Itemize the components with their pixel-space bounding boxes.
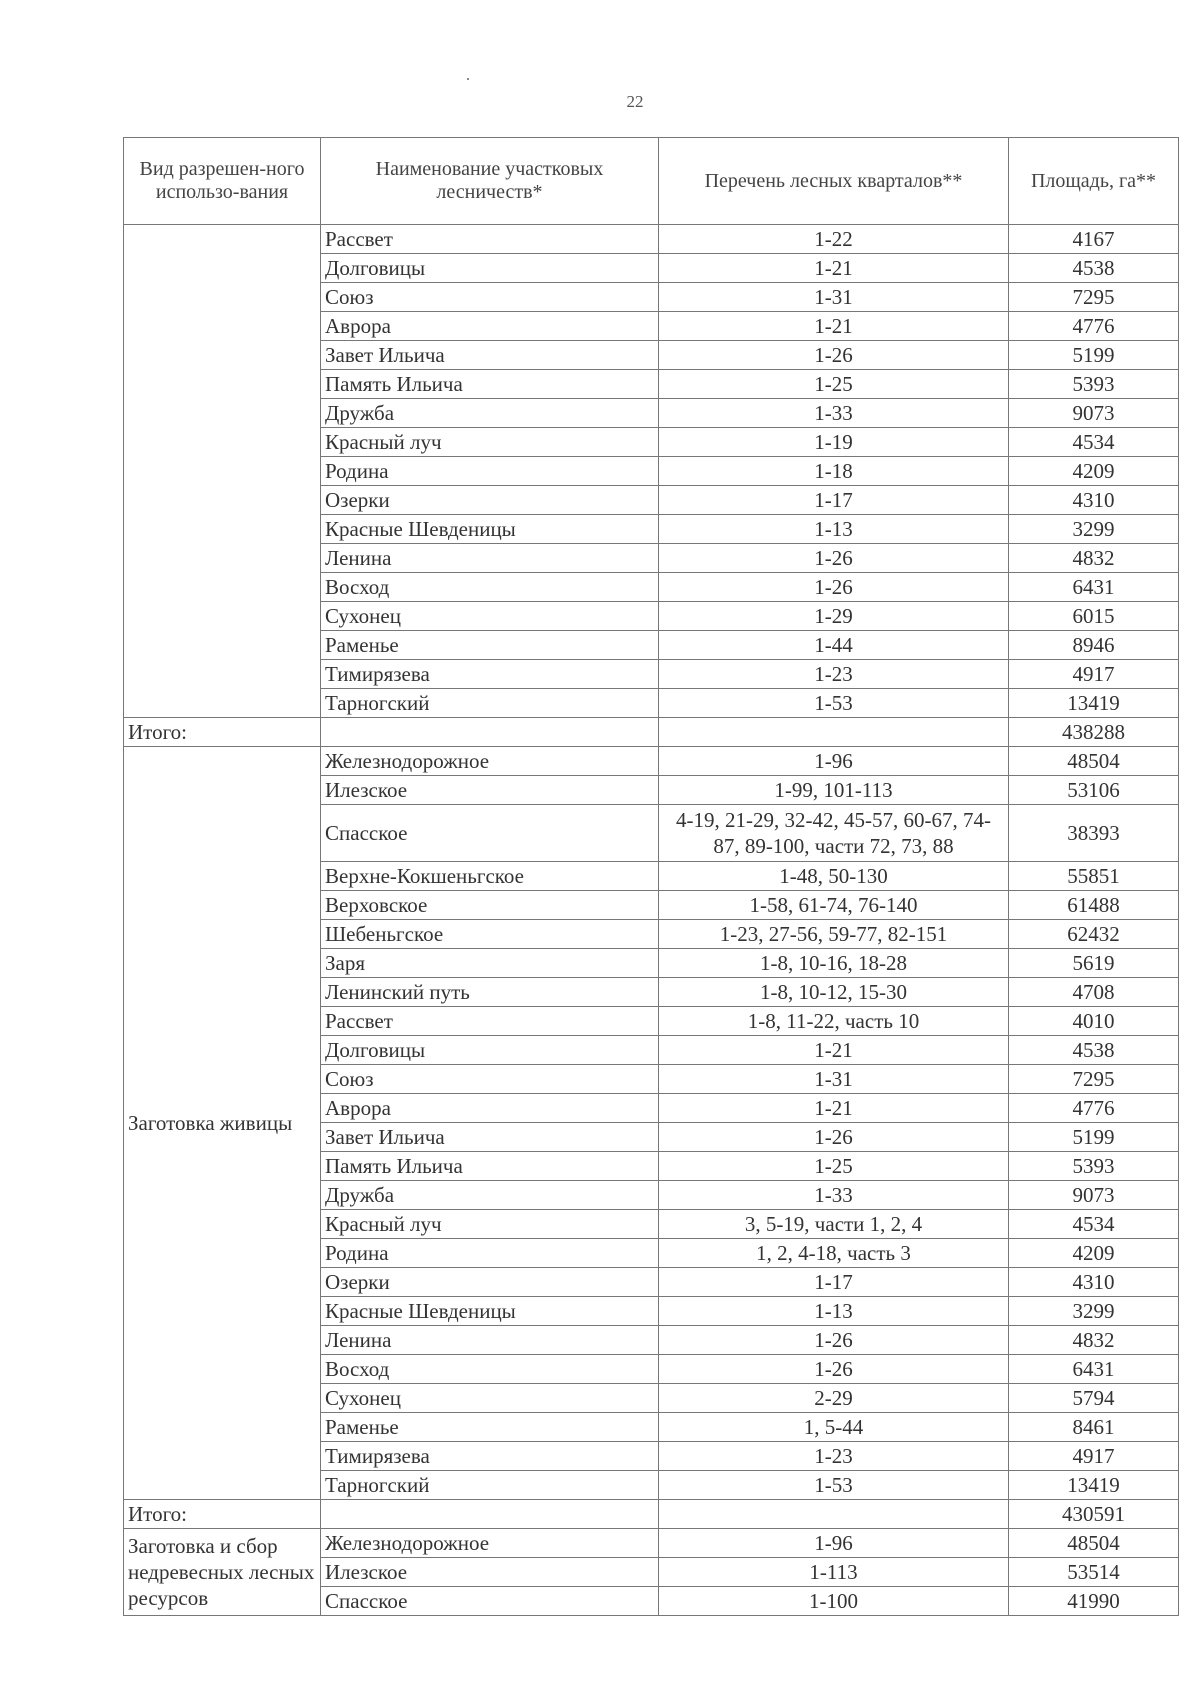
- area-cell: 4538: [1009, 254, 1179, 283]
- col-header-area: Площадь, га**: [1009, 138, 1179, 225]
- quarters-cell: 1-26: [659, 544, 1009, 573]
- area-cell: 41990: [1009, 1587, 1179, 1616]
- forestry-name-cell: Ленина: [321, 544, 659, 573]
- quarters-cell: 1-26: [659, 1326, 1009, 1355]
- area-cell: 8461: [1009, 1413, 1179, 1442]
- area-cell: 6431: [1009, 573, 1179, 602]
- area-cell: 3299: [1009, 1297, 1179, 1326]
- table-row: [124, 225, 1179, 254]
- area-cell: 3299: [1009, 515, 1179, 544]
- quarters-cell: 1-113: [659, 1558, 1009, 1587]
- area-cell: 53106: [1009, 776, 1179, 805]
- use-type-cell: Заготовка и сбор недревесных лесных ресурсов: [124, 1529, 321, 1616]
- page-number: 22: [626, 92, 644, 111]
- area-cell: 4832: [1009, 544, 1179, 573]
- quarters-cell: 1-26: [659, 1355, 1009, 1384]
- area-cell: 5393: [1009, 370, 1179, 399]
- forestry-name-cell: Восход: [321, 573, 659, 602]
- quarters-cell: 1-53: [659, 1471, 1009, 1500]
- forestry-name-cell: Память Ильича: [321, 1152, 659, 1181]
- quarters-cell: 1-21: [659, 1036, 1009, 1065]
- forestry-name-cell: Заря: [321, 949, 659, 978]
- area-cell: 5619: [1009, 949, 1179, 978]
- forest-use-table: [123, 137, 1179, 1616]
- area-cell: 9073: [1009, 1181, 1179, 1210]
- forestry-name-cell: Спасское: [321, 805, 659, 862]
- area-cell: 4917: [1009, 660, 1179, 689]
- area-cell: 5794: [1009, 1384, 1179, 1413]
- quarters-cell: 1-26: [659, 341, 1009, 370]
- area-cell: 8946: [1009, 631, 1179, 660]
- area-cell: 7295: [1009, 1065, 1179, 1094]
- forestry-name-cell: Красные Шевденицы: [321, 515, 659, 544]
- area-cell: 55851: [1009, 862, 1179, 891]
- forestry-name-cell: Дружба: [321, 1181, 659, 1210]
- quarters-cell: 1-26: [659, 573, 1009, 602]
- area-cell: 4832: [1009, 1326, 1179, 1355]
- forestry-name-cell: Рассвет: [321, 1007, 659, 1036]
- quarters-cell: 1-13: [659, 1297, 1009, 1326]
- forestry-name-cell: Восход: [321, 1355, 659, 1384]
- col-header-quarters: Перечень лесных кварталов**: [659, 138, 1009, 225]
- forestry-name-cell: Ленинский путь: [321, 978, 659, 1007]
- area-cell: 4010: [1009, 1007, 1179, 1036]
- forestry-name-cell: Рассвет: [321, 225, 659, 254]
- forestry-name-cell: Сухонец: [321, 1384, 659, 1413]
- forestry-name-cell: Тарногский: [321, 689, 659, 718]
- forestry-name-cell: Родина: [321, 1239, 659, 1268]
- area-cell: 4209: [1009, 457, 1179, 486]
- use-type-cell: [124, 225, 321, 718]
- quarters-cell: 1-22: [659, 225, 1009, 254]
- area-cell: 62432: [1009, 920, 1179, 949]
- forestry-name-cell: Озерки: [321, 1268, 659, 1297]
- quarters-cell: 1-58, 61-74, 76-140: [659, 891, 1009, 920]
- area-cell: 4776: [1009, 1094, 1179, 1123]
- quarters-cell: 1-25: [659, 1152, 1009, 1181]
- area-cell: 4917: [1009, 1442, 1179, 1471]
- quarters-cell: 1, 2, 4-18, часть 3: [659, 1239, 1009, 1268]
- quarters-cell: 1-44: [659, 631, 1009, 660]
- quarters-cell: 1-21: [659, 312, 1009, 341]
- area-cell: 5393: [1009, 1152, 1179, 1181]
- forestry-name-cell: Долговицы: [321, 254, 659, 283]
- area-cell: 6015: [1009, 602, 1179, 631]
- area-cell: 4167: [1009, 225, 1179, 254]
- quarters-cell: 1-33: [659, 399, 1009, 428]
- forestry-name-cell: Родина: [321, 457, 659, 486]
- forestry-name-cell: Ленина: [321, 1326, 659, 1355]
- total-label-cell: Итого:: [124, 1500, 321, 1529]
- area-cell: 4209: [1009, 1239, 1179, 1268]
- area-cell: 4776: [1009, 312, 1179, 341]
- area-cell: 4534: [1009, 428, 1179, 457]
- forestry-name-cell: Дружба: [321, 399, 659, 428]
- quarters-cell: 1-19: [659, 428, 1009, 457]
- area-cell: 4310: [1009, 486, 1179, 515]
- forestry-name-cell: Красный луч: [321, 428, 659, 457]
- quarters-cell: 1-25: [659, 370, 1009, 399]
- forestry-name-cell: Железнодорожное: [321, 747, 659, 776]
- forestry-name-cell: Илезское: [321, 1558, 659, 1587]
- area-cell: 4310: [1009, 1268, 1179, 1297]
- table-row: [124, 1529, 1179, 1558]
- forestry-name-cell: Красные Шевденицы: [321, 1297, 659, 1326]
- quarters-cell: 1-8, 10-12, 15-30: [659, 978, 1009, 1007]
- area-cell: 38393: [1009, 805, 1179, 862]
- area-cell: 13419: [1009, 689, 1179, 718]
- forestry-name-cell: Спасское: [321, 1587, 659, 1616]
- total-empty-cell: [659, 1500, 1009, 1529]
- quarters-cell: 1-33: [659, 1181, 1009, 1210]
- quarters-cell: 1-17: [659, 486, 1009, 515]
- total-area-cell: 430591: [1009, 1500, 1179, 1529]
- quarters-cell: 1-21: [659, 254, 1009, 283]
- forestry-name-cell: Аврора: [321, 312, 659, 341]
- forestry-name-cell: Завет Ильича: [321, 341, 659, 370]
- table-row: [124, 747, 1179, 776]
- forestry-name-cell: Тарногский: [321, 1471, 659, 1500]
- forestry-name-cell: Завет Ильича: [321, 1123, 659, 1152]
- area-cell: 48504: [1009, 747, 1179, 776]
- area-cell: 9073: [1009, 399, 1179, 428]
- col-header-use: Вид разрешен-ного использо-вания: [124, 138, 321, 225]
- forestry-name-cell: Сухонец: [321, 602, 659, 631]
- forestry-name-cell: Раменье: [321, 1413, 659, 1442]
- quarters-cell: 1-31: [659, 1065, 1009, 1094]
- forestry-name-cell: Верхне-Кокшеньгское: [321, 862, 659, 891]
- forestry-name-cell: Тимирязева: [321, 660, 659, 689]
- col-header-forestry: Наименование участковых лесничеств*: [321, 138, 659, 225]
- forestry-name-cell: Железнодорожное: [321, 1529, 659, 1558]
- quarters-cell: 1-99, 101-113: [659, 776, 1009, 805]
- area-cell: 53514: [1009, 1558, 1179, 1587]
- forestry-name-cell: Долговицы: [321, 1036, 659, 1065]
- area-cell: 5199: [1009, 1123, 1179, 1152]
- table-body: [124, 225, 1179, 1616]
- forestry-name-cell: Память Ильича: [321, 370, 659, 399]
- quarters-cell: 1-53: [659, 689, 1009, 718]
- forestry-name-cell: Шебеньгское: [321, 920, 659, 949]
- area-cell: 61488: [1009, 891, 1179, 920]
- quarters-cell: 1-13: [659, 515, 1009, 544]
- quarters-cell: 1, 5-44: [659, 1413, 1009, 1442]
- total-row: [124, 1500, 1179, 1529]
- quarters-cell: 3, 5-19, части 1, 2, 4: [659, 1210, 1009, 1239]
- quarters-cell: 1-96: [659, 1529, 1009, 1558]
- forestry-name-cell: Раменье: [321, 631, 659, 660]
- area-cell: 6431: [1009, 1355, 1179, 1384]
- use-type-cell: Заготовка живицы: [124, 747, 321, 1500]
- total-empty-cell: [321, 718, 659, 747]
- forestry-name-cell: Илезское: [321, 776, 659, 805]
- total-empty-cell: [659, 718, 1009, 747]
- area-cell: 13419: [1009, 1471, 1179, 1500]
- table-header-row: [124, 138, 1179, 225]
- quarters-cell: 1-8, 11-22, часть 10: [659, 1007, 1009, 1036]
- quarters-cell: 1-23, 27-56, 59-77, 82-151: [659, 920, 1009, 949]
- quarters-cell: 1-48, 50-130: [659, 862, 1009, 891]
- area-cell: 7295: [1009, 283, 1179, 312]
- scan-speck: [467, 78, 469, 80]
- forestry-name-cell: Аврора: [321, 1094, 659, 1123]
- quarters-cell: 1-18: [659, 457, 1009, 486]
- quarters-cell: 1-96: [659, 747, 1009, 776]
- total-empty-cell: [321, 1500, 659, 1529]
- quarters-cell: 1-31: [659, 283, 1009, 312]
- quarters-cell: 1-8, 10-16, 18-28: [659, 949, 1009, 978]
- forestry-name-cell: Красный луч: [321, 1210, 659, 1239]
- area-cell: 48504: [1009, 1529, 1179, 1558]
- area-cell: 4708: [1009, 978, 1179, 1007]
- forestry-name-cell: Союз: [321, 283, 659, 312]
- total-label-cell: Итого:: [124, 718, 321, 747]
- quarters-cell: 2-29: [659, 1384, 1009, 1413]
- quarters-cell: 1-21: [659, 1094, 1009, 1123]
- area-cell: 4538: [1009, 1036, 1179, 1065]
- forestry-name-cell: Озерки: [321, 486, 659, 515]
- quarters-cell: 4-19, 21-29, 32-42, 45-57, 60-67, 74-87, 89-100, части 72, 73, 88: [659, 805, 1009, 862]
- area-cell: 5199: [1009, 341, 1179, 370]
- quarters-cell: 1-100: [659, 1587, 1009, 1616]
- forestry-name-cell: Тимирязева: [321, 1442, 659, 1471]
- quarters-cell: 1-23: [659, 1442, 1009, 1471]
- forestry-name-cell: Союз: [321, 1065, 659, 1094]
- quarters-cell: 1-23: [659, 660, 1009, 689]
- area-cell: 4534: [1009, 1210, 1179, 1239]
- quarters-cell: 1-29: [659, 602, 1009, 631]
- quarters-cell: 1-17: [659, 1268, 1009, 1297]
- forestry-name-cell: Верховское: [321, 891, 659, 920]
- total-area-cell: 438288: [1009, 718, 1179, 747]
- total-row: [124, 718, 1179, 747]
- quarters-cell: 1-26: [659, 1123, 1009, 1152]
